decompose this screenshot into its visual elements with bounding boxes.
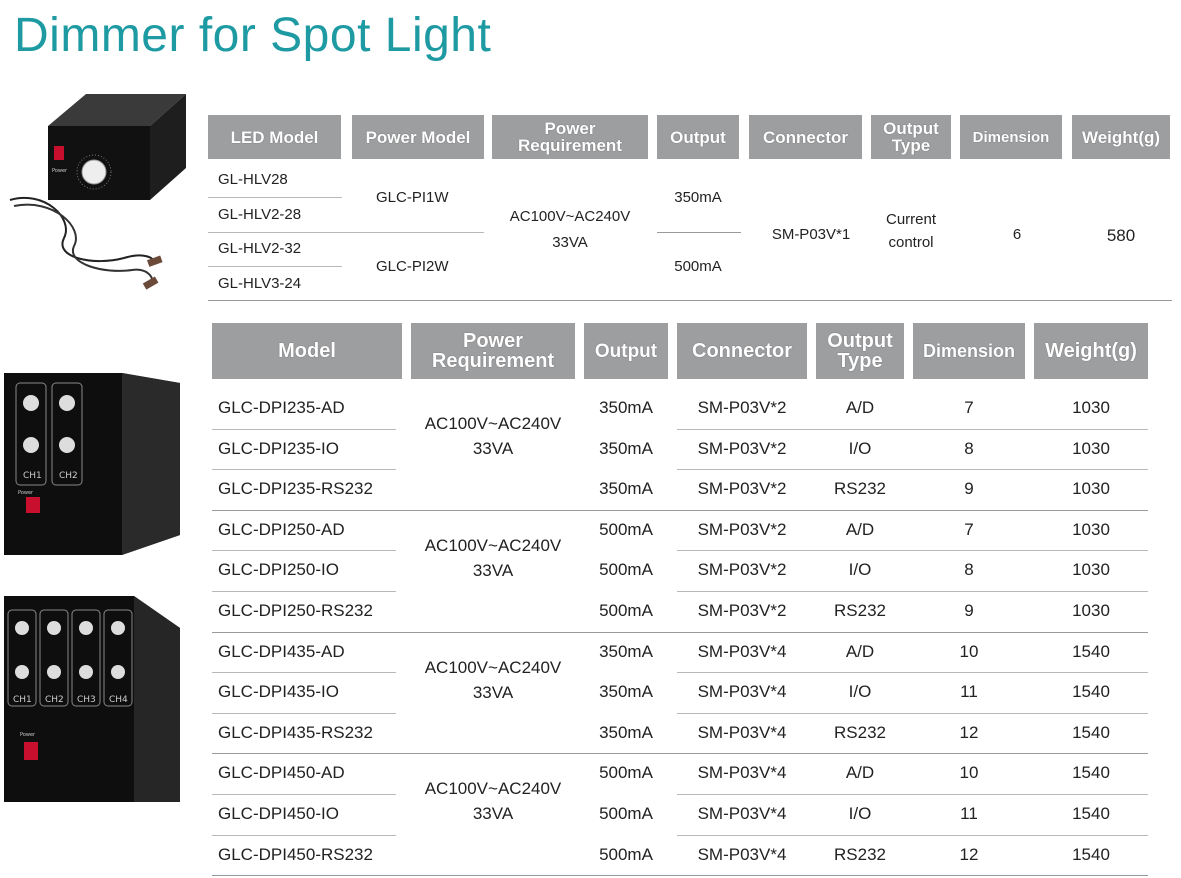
- t2-output: 350mA: [599, 641, 653, 661]
- t2-power-requirement-va: 33VA: [472, 439, 514, 458]
- t1-power-requirement-voltage: AC100V~AC240V: [509, 208, 631, 225]
- t2-model: GLC-DPI235-IO: [218, 438, 339, 458]
- t2-connector: SM-P03V*2: [697, 479, 787, 499]
- t2-output-type: I/O: [848, 560, 872, 580]
- t2-power-requirement-voltage: AC100V~AC240V: [424, 779, 562, 799]
- t2-weight: 1030: [1072, 601, 1110, 620]
- t2-power-requirement-voltage: AC100V~AC240V: [424, 535, 562, 555]
- power-label: Power: [20, 732, 36, 738]
- t2-output: 350mA: [599, 722, 653, 742]
- t1-header-led-model: LED Model: [208, 115, 341, 159]
- t1-header-power-requirement: Power Requirement: [492, 115, 648, 159]
- t2-power-requirement-va: 33VA: [472, 560, 514, 580]
- t2-model: GLC-DPI450-RS232: [218, 844, 373, 864]
- t1-power-model: GLC-PI1W: [376, 189, 449, 206]
- t2-model: GLC-DPI250-IO: [218, 560, 339, 580]
- t2-model: GLC-DPI250-AD: [218, 519, 345, 539]
- t2-model: GLC-DPI435-IO: [218, 682, 339, 702]
- channel-label: CH1: [13, 695, 32, 705]
- t2-weight: 1030: [1072, 519, 1110, 539]
- row-divider: [212, 753, 1148, 754]
- t2-model: GLC-DPI235-AD: [218, 398, 345, 417]
- row-divider: [212, 591, 396, 592]
- row-divider: [677, 591, 1148, 592]
- t1-header-dimension: Dimension: [960, 115, 1062, 159]
- row-divider: [212, 469, 396, 470]
- row-divider: [677, 672, 1148, 673]
- t2-header-connector: Connector: [677, 323, 807, 379]
- row-divider: [677, 429, 1148, 430]
- t2-model: GLC-DPI435-AD: [218, 641, 345, 661]
- t2-output-type: RS232: [834, 601, 886, 620]
- t2-weight: 1540: [1072, 682, 1110, 702]
- row-divider: [677, 794, 1148, 795]
- t2-dimension: 10: [959, 763, 979, 783]
- t2-weight: 1540: [1072, 763, 1110, 783]
- row-divider: [212, 510, 1148, 511]
- t2-header-output: Output: [584, 323, 668, 379]
- t2-header-model: Model: [212, 323, 402, 379]
- two-channel-dimmer-image: [4, 365, 180, 557]
- t2-connector: SM-P03V*4: [697, 682, 787, 702]
- row-divider: [212, 875, 1148, 876]
- t2-weight: 1540: [1072, 844, 1110, 864]
- t2-dimension: 11: [960, 804, 978, 823]
- t2-output-type: I/O: [848, 804, 872, 823]
- t1-output: 350mA: [674, 189, 722, 206]
- t2-output-type: RS232: [834, 479, 886, 499]
- t2-connector: SM-P03V*4: [697, 763, 787, 783]
- t2-output-type: A/D: [845, 398, 875, 417]
- t2-weight: 1540: [1072, 804, 1110, 823]
- t1-output: 500mA: [674, 258, 722, 275]
- t2-output: 350mA: [599, 398, 653, 417]
- row-divider: [212, 835, 396, 836]
- t1-led-model: GL-HLV28: [218, 171, 288, 188]
- t2-output: 500mA: [599, 763, 653, 783]
- t2-model: GLC-DPI450-IO: [218, 804, 339, 823]
- t2-header-output-type: Output Type: [816, 323, 904, 379]
- t1-led-model: GL-HLV2-32: [218, 240, 302, 257]
- t2-connector: SM-P03V*4: [697, 641, 787, 661]
- t2-connector: SM-P03V*2: [697, 601, 787, 620]
- t2-weight: 1030: [1072, 398, 1110, 417]
- t2-output: 350mA: [599, 479, 653, 499]
- t1-header-power-model: Power Model: [352, 115, 484, 159]
- row-divider: [212, 429, 396, 430]
- t2-output-type: A/D: [845, 519, 875, 539]
- t2-header-power-requirement: Power Requirement: [411, 323, 575, 379]
- t2-output-type: I/O: [848, 682, 872, 702]
- t2-dimension: 10: [959, 641, 979, 661]
- t2-output: 500mA: [599, 804, 653, 823]
- t2-dimension: 12: [959, 844, 979, 864]
- row-divider: [212, 713, 396, 714]
- t2-dimension: 8: [964, 438, 974, 458]
- row-divider: [677, 469, 1148, 470]
- t2-dimension: 8: [964, 560, 974, 580]
- t1-header-output: Output: [657, 115, 739, 159]
- t1-header-output-type: Output Type: [871, 115, 951, 159]
- t2-weight: 1030: [1072, 479, 1110, 499]
- channel-label: CH4: [109, 695, 128, 705]
- t2-output-type: I/O: [848, 438, 872, 458]
- t2-dimension: 7: [964, 398, 974, 417]
- t2-dimension: 9: [964, 479, 974, 499]
- t2-connector: SM-P03V*2: [697, 519, 787, 539]
- row-divider: [212, 794, 396, 795]
- t1-output-type-line1: Current: [885, 211, 937, 228]
- t2-connector: SM-P03V*2: [697, 438, 787, 458]
- t2-output: 500mA: [599, 601, 653, 620]
- t2-power-requirement-va: 33VA: [472, 682, 514, 702]
- t2-dimension: 12: [959, 722, 979, 742]
- t2-output-type: RS232: [834, 722, 886, 742]
- t1-led-model: GL-HLV3-24: [218, 275, 302, 292]
- row-divider: [677, 835, 1148, 836]
- t2-weight: 1030: [1072, 438, 1110, 458]
- cable-image: [4, 188, 172, 303]
- channel-label: CH3: [77, 695, 96, 705]
- t2-connector: SM-P03V*2: [697, 398, 787, 417]
- t2-model: GLC-DPI435-RS232: [218, 722, 373, 742]
- t1-power-requirement-va: 33VA: [552, 234, 588, 251]
- t2-dimension: 9: [964, 601, 974, 620]
- t1-dimension: 6: [1012, 226, 1022, 243]
- row-divider: [212, 550, 396, 551]
- row-divider: [677, 550, 1148, 551]
- t2-model: GLC-DPI250-RS232: [218, 601, 373, 620]
- t2-weight: 1540: [1072, 722, 1110, 742]
- box1-power-label: Power: [52, 168, 68, 174]
- t2-power-requirement-va: 33VA: [472, 804, 514, 824]
- power-label: Power: [18, 490, 34, 496]
- t2-output: 350mA: [599, 438, 653, 458]
- t2-connector: SM-P03V*4: [697, 804, 787, 823]
- t2-output-type: A/D: [845, 763, 875, 783]
- row-divider: [212, 632, 1148, 633]
- channel-label: CH1: [23, 471, 42, 481]
- t2-model: GLC-DPI450-AD: [218, 763, 345, 783]
- t2-dimension: 11: [960, 682, 978, 702]
- t2-header-dimension: Dimension: [913, 323, 1025, 379]
- t1-output-type-line2: control: [888, 234, 934, 251]
- channel-label: CH2: [59, 471, 78, 481]
- t2-power-requirement-voltage: AC100V~AC240V: [424, 414, 562, 433]
- t2-connector: SM-P03V*2: [697, 560, 787, 580]
- t2-model: GLC-DPI235-RS232: [218, 479, 373, 499]
- t2-dimension: 7: [964, 519, 974, 539]
- channel-label: CH2: [45, 695, 64, 705]
- t2-output: 500mA: [599, 560, 653, 580]
- t2-power-requirement-voltage: AC100V~AC240V: [424, 657, 562, 677]
- t2-output: 500mA: [599, 519, 653, 539]
- row-divider: [212, 672, 396, 673]
- t2-connector: SM-P03V*4: [697, 844, 787, 864]
- t1-connector: SM-P03V*1: [771, 226, 851, 243]
- four-channel-dimmer-image: [4, 588, 180, 802]
- page-title: Dimmer for Spot Light: [14, 9, 492, 62]
- t2-output-type: RS232: [834, 844, 886, 864]
- t2-header-weight: Weight(g): [1034, 323, 1148, 379]
- row-divider: [677, 713, 1148, 714]
- t2-output: 350mA: [599, 682, 653, 702]
- t1-led-model: GL-HLV2-28: [218, 206, 302, 223]
- t2-output: 500mA: [599, 844, 653, 864]
- t1-header-connector: Connector: [749, 115, 862, 159]
- t2-weight: 1540: [1072, 641, 1110, 661]
- t1-weight: 580: [1106, 226, 1136, 245]
- t2-weight: 1030: [1072, 560, 1110, 580]
- t2-connector: SM-P03V*4: [697, 722, 787, 742]
- t2-output-type: A/D: [845, 641, 875, 661]
- t1-power-model: GLC-PI2W: [376, 258, 449, 275]
- t1-header-weight: Weight(g): [1072, 115, 1170, 159]
